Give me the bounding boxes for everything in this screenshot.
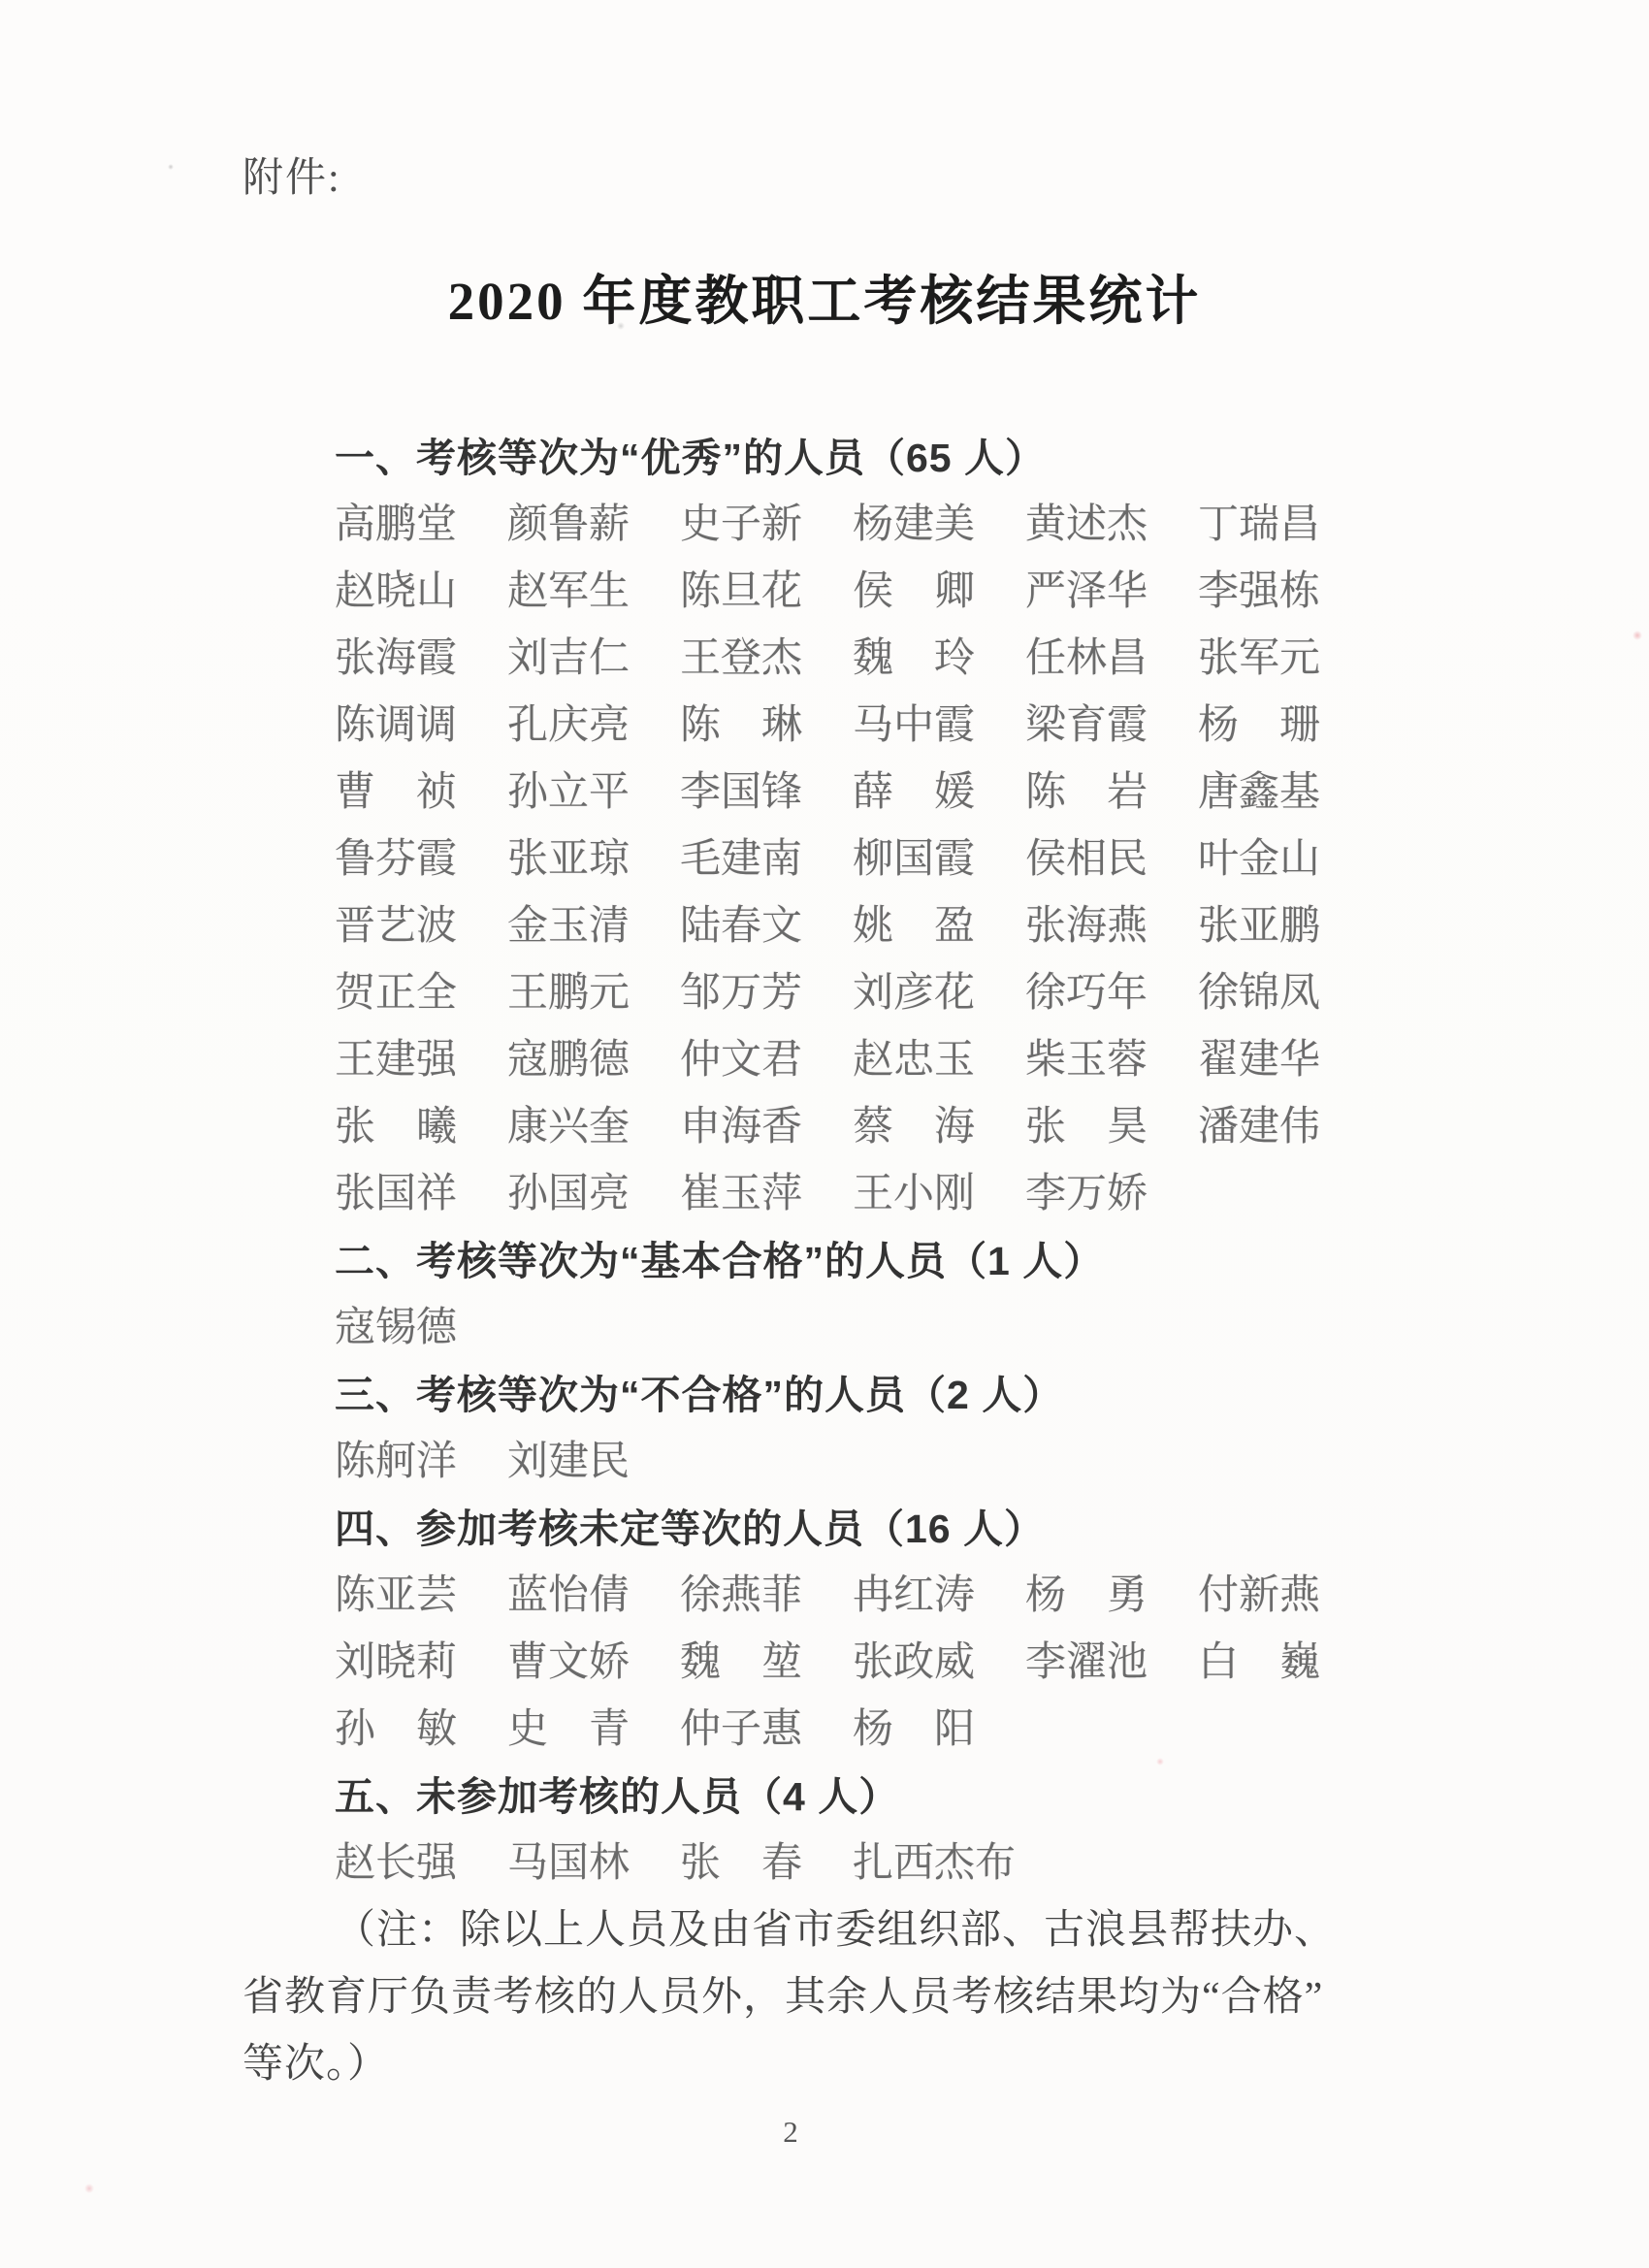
person-name: 付新燕 bbox=[1198, 1573, 1321, 1618]
name-row bbox=[242, 1831, 1339, 1897]
person-name: 唐鑫基 bbox=[1198, 770, 1321, 815]
person-name: 张海燕 bbox=[1025, 904, 1148, 949]
person-name: 刘吉仁 bbox=[507, 636, 630, 681]
person-name: 赵忠玉 bbox=[853, 1038, 976, 1083]
name-row bbox=[242, 1429, 1339, 1496]
person-name: 申海香 bbox=[680, 1105, 803, 1150]
person-name: 白 巍 bbox=[1198, 1640, 1321, 1685]
person-name: 鲁芬霞 bbox=[335, 837, 458, 882]
person-name: 魏 堃 bbox=[680, 1640, 803, 1685]
name-row bbox=[242, 492, 1339, 559]
note bbox=[242, 1897, 1339, 2098]
name-row bbox=[242, 760, 1339, 826]
note-line: 等次。） bbox=[242, 2042, 390, 2087]
person-name: 杨 勇 bbox=[1025, 1573, 1148, 1618]
document-body bbox=[242, 425, 1339, 2165]
name-row bbox=[242, 1094, 1339, 1161]
person-name: 赵长强 bbox=[335, 1841, 458, 1886]
person-name: 张国祥 bbox=[335, 1172, 458, 1216]
person-name: 张海霞 bbox=[335, 636, 458, 681]
section-heading: 三、考核等次为“不合格”的人员（2 人） bbox=[335, 1373, 1064, 1417]
person-name: 徐燕菲 bbox=[680, 1573, 803, 1618]
person-name: 冉红涛 bbox=[853, 1573, 976, 1618]
person-name: 颜鲁薪 bbox=[507, 502, 630, 547]
person-name: 李万娇 bbox=[1025, 1172, 1148, 1216]
person-name: 孔庆亮 bbox=[507, 703, 630, 748]
person-name: 高鹏堂 bbox=[335, 502, 458, 547]
person-name: 贺正全 bbox=[335, 971, 458, 1016]
name-row bbox=[242, 960, 1339, 1027]
section-heading: 五、未参加考核的人员（4 人） bbox=[335, 1774, 900, 1819]
person-name: 陈旦花 bbox=[680, 569, 803, 614]
person-name: 孙立平 bbox=[507, 770, 630, 815]
name-row bbox=[242, 559, 1339, 626]
person-name: 王鹏元 bbox=[507, 971, 630, 1016]
person-name: 翟建华 bbox=[1198, 1038, 1321, 1083]
person-name: 寇锡德 bbox=[335, 1306, 458, 1350]
sections bbox=[242, 425, 1339, 1897]
person-name: 史子新 bbox=[680, 502, 803, 547]
person-name: 张 曦 bbox=[335, 1105, 458, 1150]
person-name: 杨 阳 bbox=[853, 1707, 976, 1752]
person-name: 仲文君 bbox=[680, 1038, 803, 1083]
person-name: 孙国亮 bbox=[507, 1172, 630, 1216]
person-name: 魏 玲 bbox=[853, 636, 976, 681]
person-name: 曹 祯 bbox=[335, 770, 458, 815]
name-row bbox=[242, 1697, 1339, 1764]
person-name: 寇鹏德 bbox=[507, 1038, 630, 1083]
person-name: 张亚鹏 bbox=[1198, 904, 1321, 949]
name-row bbox=[242, 893, 1339, 960]
person-name: 侯 卿 bbox=[853, 569, 976, 614]
person-name: 曹文娇 bbox=[507, 1640, 630, 1685]
person-name: 柴玉蓉 bbox=[1025, 1038, 1148, 1083]
person-name: 姚 盈 bbox=[853, 904, 976, 949]
person-name: 马中霞 bbox=[853, 703, 976, 748]
name-row bbox=[242, 693, 1339, 760]
person-name: 邹万芳 bbox=[680, 971, 803, 1016]
person-name: 张亚琼 bbox=[507, 837, 630, 882]
person-name: 蔡 海 bbox=[853, 1105, 976, 1150]
person-name: 李强栋 bbox=[1198, 569, 1321, 614]
person-name: 薛 媛 bbox=[853, 770, 976, 815]
person-name: 杨建美 bbox=[853, 502, 976, 547]
person-name: 黄述杰 bbox=[1025, 502, 1148, 547]
person-name: 陈亚芸 bbox=[335, 1573, 458, 1618]
name-row bbox=[242, 1027, 1339, 1094]
person-name: 刘建民 bbox=[507, 1440, 630, 1484]
name-row bbox=[242, 1563, 1339, 1630]
person-name: 陈调调 bbox=[335, 703, 458, 748]
person-name: 张 昊 bbox=[1025, 1105, 1148, 1150]
name-row bbox=[242, 1161, 1339, 1228]
person-name: 陈 琳 bbox=[680, 703, 803, 748]
name-row bbox=[242, 626, 1339, 693]
person-name: 严泽华 bbox=[1025, 569, 1148, 614]
person-name: 柳国霞 bbox=[853, 837, 976, 882]
section-heading: 一、考核等次为“优秀”的人员（65 人） bbox=[335, 436, 1046, 480]
person-name: 任林昌 bbox=[1025, 636, 1148, 681]
person-name: 丁瑞昌 bbox=[1198, 502, 1321, 547]
person-name: 孙 敏 bbox=[335, 1707, 458, 1752]
person-name: 赵晓山 bbox=[335, 569, 458, 614]
person-name: 扎西杰布 bbox=[853, 1841, 1017, 1886]
note-line: （注：除以上人员及由省市委组织部、古浪县帮扶办、 bbox=[335, 1908, 1337, 1953]
person-name: 崔玉萍 bbox=[680, 1172, 803, 1216]
person-name: 李国锋 bbox=[680, 770, 803, 815]
person-name: 张军元 bbox=[1198, 636, 1321, 681]
person-name: 陆春文 bbox=[680, 904, 803, 949]
note-line: 省教育厅负责考核的人员外，其余人员考核结果均为“合格” bbox=[242, 1975, 1324, 2020]
page-number: 2 bbox=[783, 2115, 798, 2149]
person-name: 梁育霞 bbox=[1025, 703, 1148, 748]
page-title: 2020 年度教职工考核结果统计 bbox=[447, 272, 1202, 331]
person-name: 张政威 bbox=[853, 1640, 976, 1685]
person-name: 陈舸洋 bbox=[335, 1440, 458, 1484]
person-name: 徐锦凤 bbox=[1198, 971, 1321, 1016]
person-name: 王小刚 bbox=[853, 1172, 976, 1216]
section-heading: 二、考核等次为“基本合格”的人员（1 人） bbox=[335, 1239, 1105, 1283]
person-name: 金玉清 bbox=[507, 904, 630, 949]
person-name: 刘彦花 bbox=[853, 971, 976, 1016]
person-name: 晋艺波 bbox=[335, 904, 458, 949]
person-name: 毛建南 bbox=[680, 837, 803, 882]
person-name: 赵军生 bbox=[507, 569, 630, 614]
person-name: 王建强 bbox=[335, 1038, 458, 1083]
person-name: 仲子惠 bbox=[680, 1707, 803, 1752]
person-name: 马国林 bbox=[507, 1841, 630, 1886]
section-heading: 四、参加考核未定等次的人员（16 人） bbox=[335, 1507, 1045, 1551]
person-name: 杨 珊 bbox=[1198, 703, 1321, 748]
person-name: 潘建伟 bbox=[1198, 1105, 1321, 1150]
person-name: 王登杰 bbox=[680, 636, 803, 681]
person-name: 康兴奎 bbox=[507, 1105, 630, 1150]
person-name: 刘晓莉 bbox=[335, 1640, 458, 1685]
person-name: 李濯池 bbox=[1025, 1640, 1148, 1685]
person-name: 叶金山 bbox=[1198, 837, 1321, 882]
attachment-label: 附件: bbox=[242, 156, 341, 201]
name-row bbox=[242, 826, 1339, 893]
person-name: 史 青 bbox=[507, 1707, 630, 1752]
person-name: 侯相民 bbox=[1025, 837, 1148, 882]
person-name: 徐巧年 bbox=[1025, 971, 1148, 1016]
name-row bbox=[242, 1295, 1339, 1362]
person-name: 蓝怡倩 bbox=[507, 1573, 630, 1618]
person-name: 陈 岩 bbox=[1025, 770, 1148, 815]
person-name: 张 春 bbox=[680, 1841, 803, 1886]
name-row bbox=[242, 1630, 1339, 1697]
